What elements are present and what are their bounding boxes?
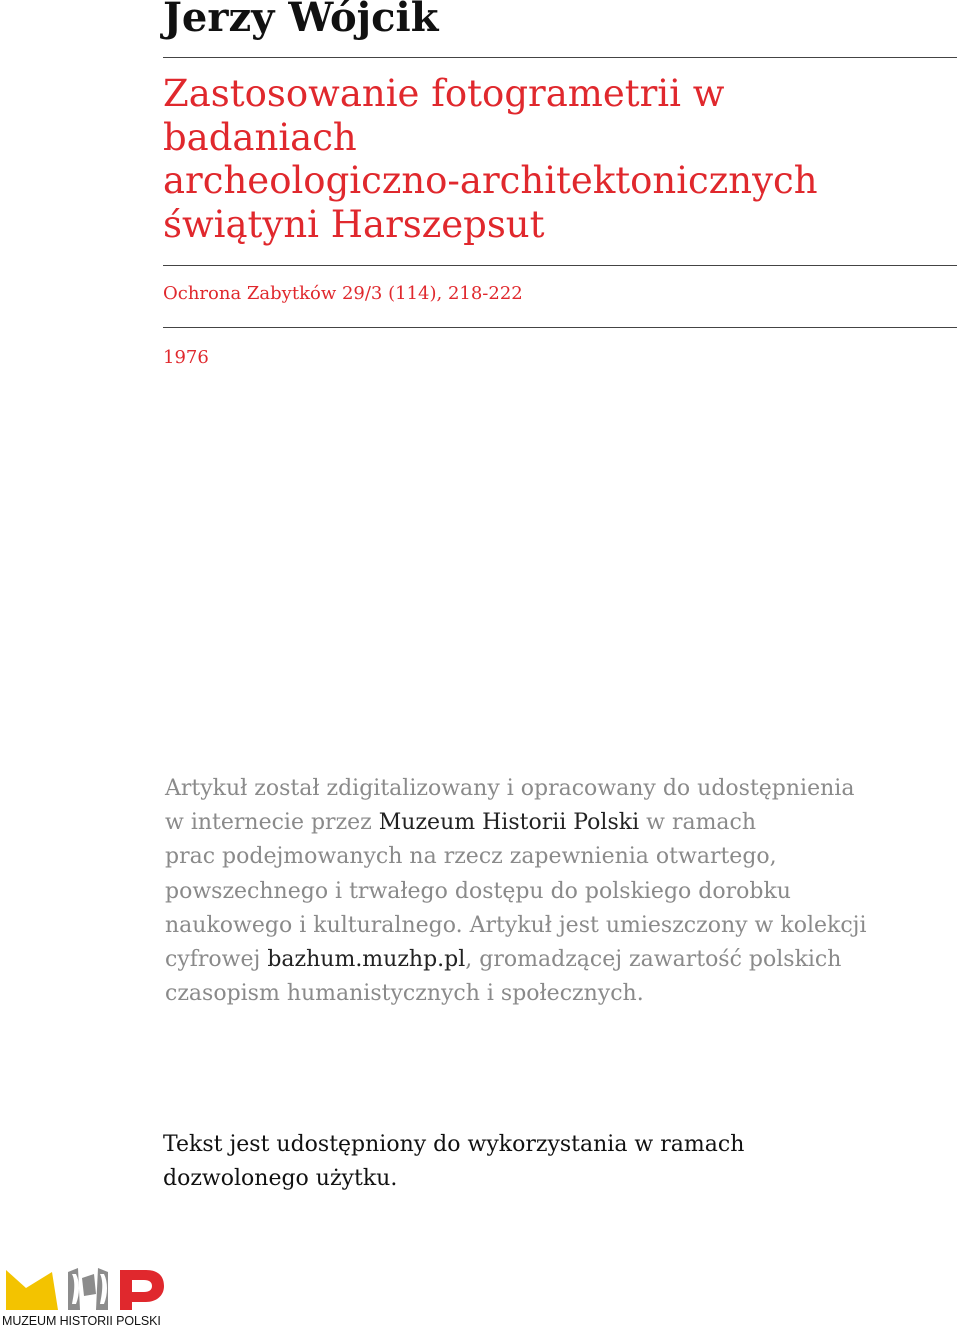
notice-text: w internecie przez [165,810,379,836]
divider-top [163,57,957,58]
notice-text: , gromadzącej zawartość polskich [465,947,842,973]
usage-line: Tekst jest udostępniony do wykorzystania w ramach [163,1132,745,1157]
divider-bottom [163,327,957,328]
usage-line: dozwolonego użytku. [163,1166,398,1191]
collection-link[interactable]: bazhum.muzhp.pl [267,947,466,973]
article-title [163,72,943,246]
logo-gray-mark [68,1268,108,1310]
title-line: świątyni Harszepsut [163,202,545,246]
logo-yellow-mark [6,1270,58,1310]
publication-year: 1976 [163,347,209,368]
museum-name: Muzeum Historii Polski [378,810,640,836]
notice-line: naukowego i kulturalnego. Artykuł jest umieszczony w kolekcji [165,912,867,938]
notice-line [165,806,945,840]
title-line: archeologiczno-architektonicznych [163,159,818,202]
author-name: Jerzy Wójcik [163,0,439,41]
notice-line: powszechnego i trwałego dostępu do polskiego dorobku [165,878,791,904]
title-line: Zastosowanie fotogrametrii w [163,72,725,115]
usage-terms [163,1128,744,1196]
digitization-notice [165,772,945,1011]
notice-line: Artykuł został zdigitalizowany i opracowany do udostępnienia [165,776,855,801]
notice-text: cyfrowej [165,947,268,973]
notice-text: w ramach [639,810,757,836]
logo-caption: MUZEUM HISTORII POLSKI [2,1314,161,1328]
notice-line [165,943,945,977]
title-line: badaniach [163,115,357,159]
notice-line: czasopism humanistycznych i społecznych. [165,981,644,1007]
divider-middle [163,265,957,266]
logo-red-mark [120,1270,164,1310]
notice-line: prac podejmowanych na rzecz zapewnienia otwartego, [165,844,777,870]
journal-citation: Ochrona Zabytków 29/3 (114), 218-222 [163,283,523,304]
